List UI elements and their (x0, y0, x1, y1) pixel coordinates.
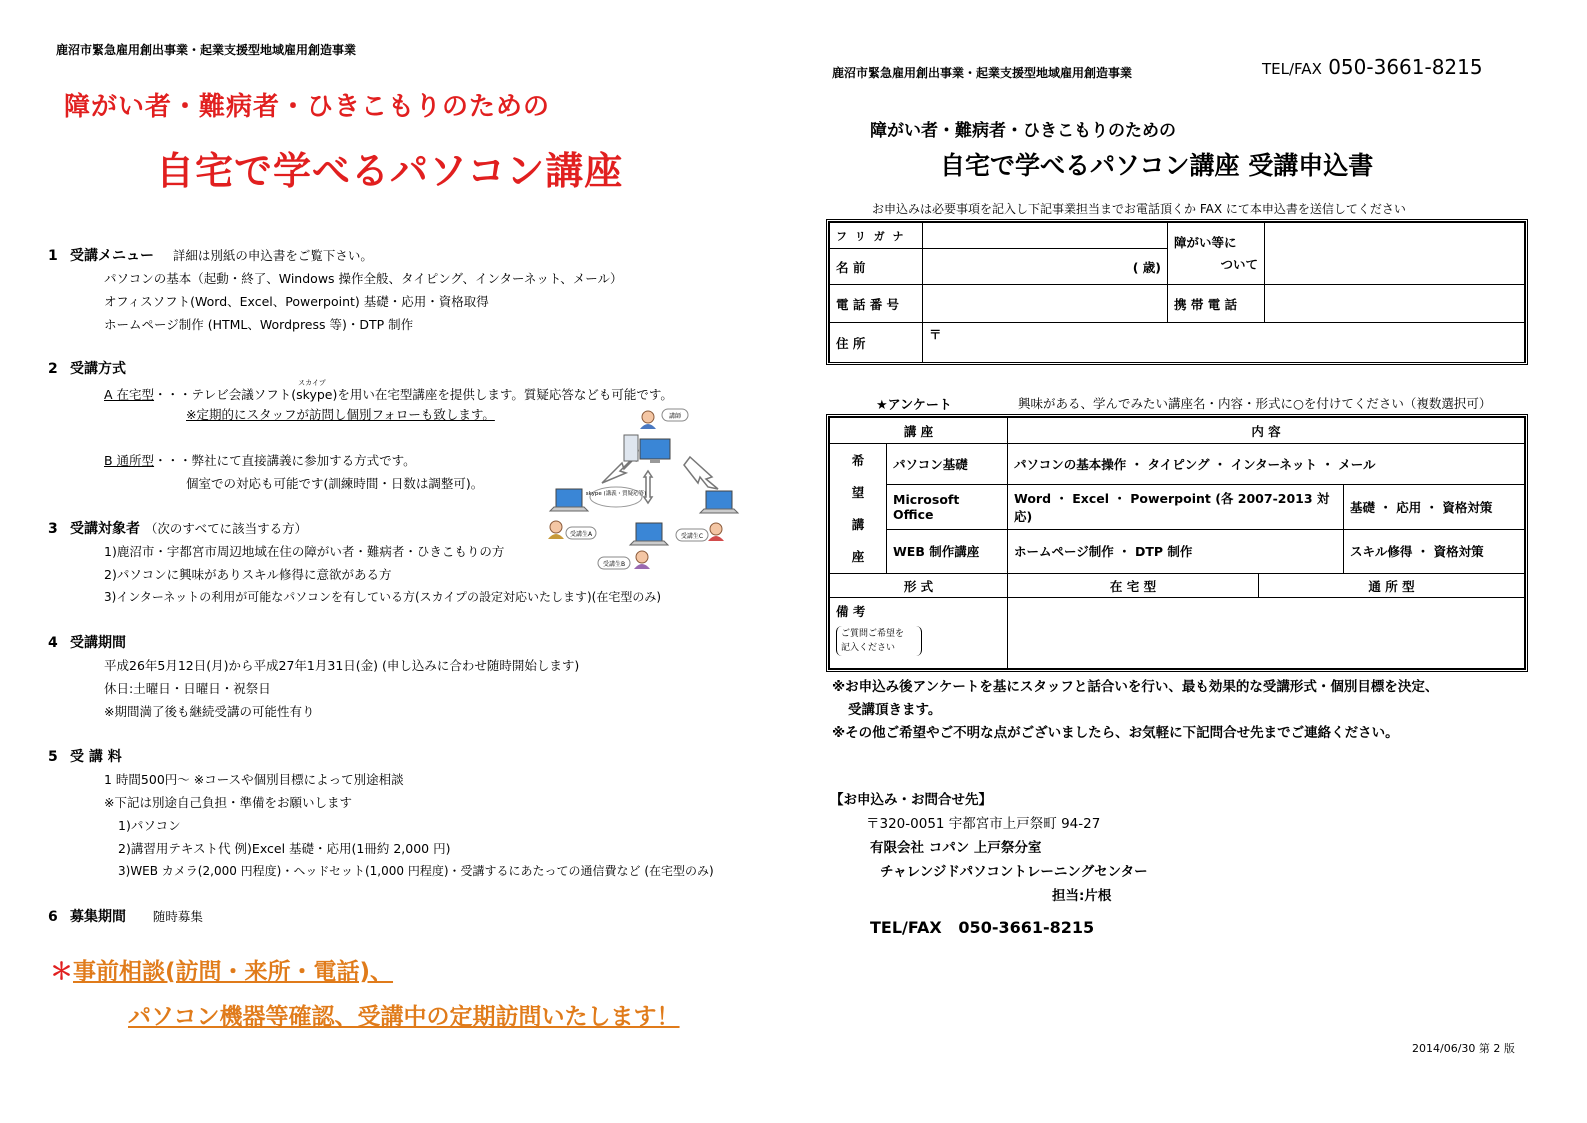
section-5-line: ※下記は別途自己負担・準備をお願いします (104, 795, 352, 810)
section-1-note: 詳細は別紙の申込書をご覧下さい。 (172, 248, 373, 263)
section-5-line: 1)パソコン (118, 818, 181, 833)
bottom-star: ＊ (50, 959, 73, 985)
name-field[interactable]: ( 歳) (923, 249, 1168, 285)
postal-mark: 〒 (929, 327, 942, 342)
method-a-label: A 在宅型 (104, 387, 155, 402)
disability-field[interactable] (1265, 223, 1525, 285)
laptop-icon-a (550, 489, 588, 511)
section-1-line: ホームページ制作 (HTML、Wordpress 等)・DTP 制作 (104, 317, 414, 332)
section-5-heading: 受 講 料 (70, 749, 122, 765)
contact-center: チャレンジドパソコントレーニングセンター (880, 864, 1148, 880)
right-tel-label: TEL/FAX (1262, 60, 1322, 78)
section-2-number: 2 (48, 361, 58, 377)
section-5-line: 2)講習用テキスト代 例)Excel 基礎・応用(1冊約 2,000 円) (118, 841, 451, 856)
method-a-line (104, 379, 673, 403)
skype-network-illustration (540, 405, 755, 585)
note-line: 受講頂きます。 (848, 702, 942, 718)
application-form (826, 219, 1528, 365)
section-5-title (48, 746, 122, 766)
student-c-label: 受講生C (680, 533, 704, 540)
course-name: WEB 制作講座 (887, 529, 1008, 574)
method-a-text-post: )を用い在宅型講座を提供します。質疑応答なども可能です。 (332, 387, 673, 402)
section-6-number: 6 (48, 909, 58, 925)
survey-table (826, 414, 1528, 672)
wish-char: 希 (851, 452, 865, 468)
section-4-number: 4 (48, 635, 58, 651)
skype-text: skype (296, 387, 333, 402)
notes (832, 676, 1438, 745)
remarks-hint (836, 626, 922, 656)
section-5-number: 5 (48, 749, 58, 765)
disability-label-line-2: ついて (1220, 256, 1258, 272)
bottom-message-line-1 (50, 953, 393, 986)
phone-label: 電 話 番 号 (830, 285, 923, 323)
section-2-title (48, 358, 126, 378)
skype-word (296, 379, 333, 402)
section-3-title (48, 518, 307, 538)
bottom-message-line-2: パソコン機器等確認、受講中の定期訪問いたします！ (128, 1004, 680, 1030)
method-b-text: ・・・弊社にて直接講義に参加する方式です。 (154, 453, 416, 468)
section-4-line: ※期間満了後も継続受講の可能性有り (104, 704, 315, 719)
method-b-line (104, 451, 416, 469)
survey-title: ★アンケート (876, 398, 952, 413)
disability-label-line-1: 障がい等に (1174, 234, 1237, 250)
mobile-field[interactable] (1265, 285, 1525, 323)
student-b-label: 受講生B (602, 561, 626, 568)
section-3-heading: 受講対象者 (70, 521, 140, 537)
remarks-label (830, 598, 1008, 669)
student-b-avatar-icon (598, 551, 650, 569)
section-3-note: （次のすべてに該当する方） (144, 521, 308, 536)
section-6-heading: 募集期間 (70, 909, 126, 925)
bottom-line-1-text: 事前相談(訪問・来所・電話)、 (73, 959, 394, 985)
phone-field[interactable] (923, 285, 1168, 323)
section-4-heading: 受講期間 (70, 635, 126, 651)
note-line: ※その他ご希望やご不明な点がございましたら、お気軽に下記問合せ先までご連絡ください。 (832, 725, 1399, 741)
version-label: 2014/06/30 第 2 版 (1412, 1042, 1515, 1055)
section-1-line: オフィスソフト(Word、Excel、Powerpoint) 基礎・応用・資格取得 (104, 294, 489, 309)
survey-note: 興味がある、学んでみたい講座名・内容・形式に○を付けてください（複数選択可） (1018, 396, 1492, 411)
col-content-header: 内 容 (1008, 418, 1525, 444)
course-content[interactable]: ホームページ制作 ・ DTP 制作 (1008, 529, 1344, 574)
contact-person: 担当:片根 (1052, 888, 1112, 904)
teacher-avatar-icon (640, 409, 688, 429)
remarks-label-text: 備 考 (836, 604, 866, 620)
skype-ruby: スカイプ (298, 379, 326, 387)
mobile-label: 携 帯 電 話 (1168, 285, 1265, 323)
format-home[interactable]: 在 宅 型 (1008, 574, 1259, 598)
section-1-title (48, 245, 373, 265)
col-course-header: 講 座 (830, 418, 1008, 444)
right-header: 鹿沼市緊急雇用創出事業・起業支援型地域雇用創造事業 (832, 66, 1133, 80)
contact-tel (870, 918, 1148, 937)
student-a-label: 受講生A (569, 531, 593, 538)
contact-address: 〒320-0051 宇都宮市上戸祭町 94-27 (866, 816, 1101, 832)
laptop-icon-c (700, 491, 738, 513)
contact-tel-label: TEL/FAX (870, 918, 942, 937)
course-extra[interactable]: スキル修得 ・ 資格対策 (1344, 529, 1525, 574)
section-4-title (48, 632, 126, 652)
section-1-heading: 受講メニュー (70, 248, 154, 264)
laptop-icon-b (630, 523, 668, 545)
wish-course-label (830, 444, 887, 574)
course-name: パソコン基礎 (887, 444, 1008, 485)
left-subtitle: 障がい者・難病者・ひきこもりのための (64, 92, 551, 122)
section-3-line: 3)インターネットの利用が可能なパソコンを有している方(スカイプの設定対応いたします)(在宅型のみ) (104, 590, 662, 604)
section-3-number: 3 (48, 521, 58, 537)
section-1-line: パソコンの基本（起動・終了、Windows 操作全般、タイピング、インターネット、メール） (104, 271, 623, 286)
section-4-line: 休日:土曜日・日曜日・祝祭日 (104, 681, 271, 696)
student-c-avatar-icon (676, 523, 724, 541)
server-computer-icon (624, 435, 670, 463)
right-tel-number: 050-3661-8215 (1328, 55, 1483, 79)
course-content[interactable]: パソコンの基本操作 ・ タイピング ・ インターネット ・ メール (1008, 444, 1525, 485)
remarks-hint-line-1: ご質問ご希望を (841, 629, 905, 640)
section-2-heading: 受講方式 (70, 361, 126, 377)
wish-char: 座 (851, 548, 865, 564)
method-b-label: B 通所型 (104, 453, 155, 468)
section-5-line: 3)WEB カメラ(2,000 円程度)・ヘッドセット(1,000 円程度)・受講するにあたっての通信費など (在宅型のみ) (118, 864, 714, 878)
wish-char: 望 (851, 484, 865, 500)
right-instruction: お申込みは必要事項を記入し下記事業担当までお電話頂くか FAX にて本申込書を送信してください (872, 202, 1406, 216)
name-label: 名 前 (830, 249, 923, 285)
section-3-line: 2)パソコンに興味がありスキル修得に意欲がある方 (104, 567, 392, 582)
right-tel (1262, 55, 1483, 79)
course-content[interactable]: Word ・ Excel ・ Powerpoint (各 2007-2013 対応) (1008, 484, 1344, 529)
student-a-avatar-icon (548, 521, 596, 539)
left-title: 自宅で学べるパソコン講座 (156, 149, 624, 193)
remarks-field[interactable] (1008, 598, 1525, 669)
furigana-label: フ リ ガ ナ (830, 223, 923, 249)
furigana-field[interactable] (923, 223, 1168, 249)
section-4-line: 平成26年5月12日(月)から平成27年1月31日(金) (申し込みに合わせ随時開始します) (104, 658, 580, 673)
contact-heading: 【お申込み・お問合せ先】 (830, 792, 992, 808)
contact-block (830, 788, 1148, 937)
section-6-note: 随時募集 (152, 909, 203, 924)
format-visit[interactable]: 通 所 型 (1259, 574, 1525, 598)
course-extra[interactable]: 基礎 ・ 応用 ・ 資格対策 (1344, 484, 1525, 529)
contact-company: 有限会社 コパン 上戸祭分室 (870, 840, 1042, 856)
contact-tel-number: 050-3661-8215 (958, 918, 1095, 937)
teacher-label: 講師 (668, 413, 682, 420)
method-a-text-pre: ・・・テレビ会議ソフト( (154, 387, 297, 402)
section-3-line: 1)鹿沼市・宇都宮市周辺地域在住の障がい者・難病者・ひきこもりの方 (104, 544, 505, 559)
remarks-hint-line-2: 記入ください (841, 643, 896, 654)
left-header: 鹿沼市緊急雇用創出事業・起業支援型地域雇用創造事業 (56, 43, 357, 57)
method-b-note: 個室での対応も可能です(訓練時間・日数は調整可)。 (186, 476, 484, 491)
disability-label (1168, 223, 1265, 285)
course-name: Microsoft Office (887, 484, 1008, 529)
note-line: ※お申込み後アンケートを基にスタッフと話合いを行い、最も効果的な受講形式・個別目標を決定、 (832, 679, 1439, 695)
section-5-line: 1 時間500円〜 ※コースや個別目標によって別途相談 (104, 772, 404, 787)
wish-char: 講 (851, 516, 865, 532)
method-a-note: ※定期的にスタッフが訪問し個別フォローも致します。 (186, 407, 495, 422)
section-1-number: 1 (48, 248, 58, 264)
format-label: 形 式 (830, 574, 1008, 598)
address-label: 住 所 (830, 323, 923, 363)
address-field[interactable] (923, 323, 1525, 363)
right-title: 自宅で学べるパソコン講座 受講申込書 (940, 151, 1374, 180)
skype-center-label: skype (講義・質疑応答) (585, 491, 647, 497)
right-subtitle: 障がい者・難病者・ひきこもりのための (870, 121, 1176, 141)
section-6-title (48, 906, 203, 926)
